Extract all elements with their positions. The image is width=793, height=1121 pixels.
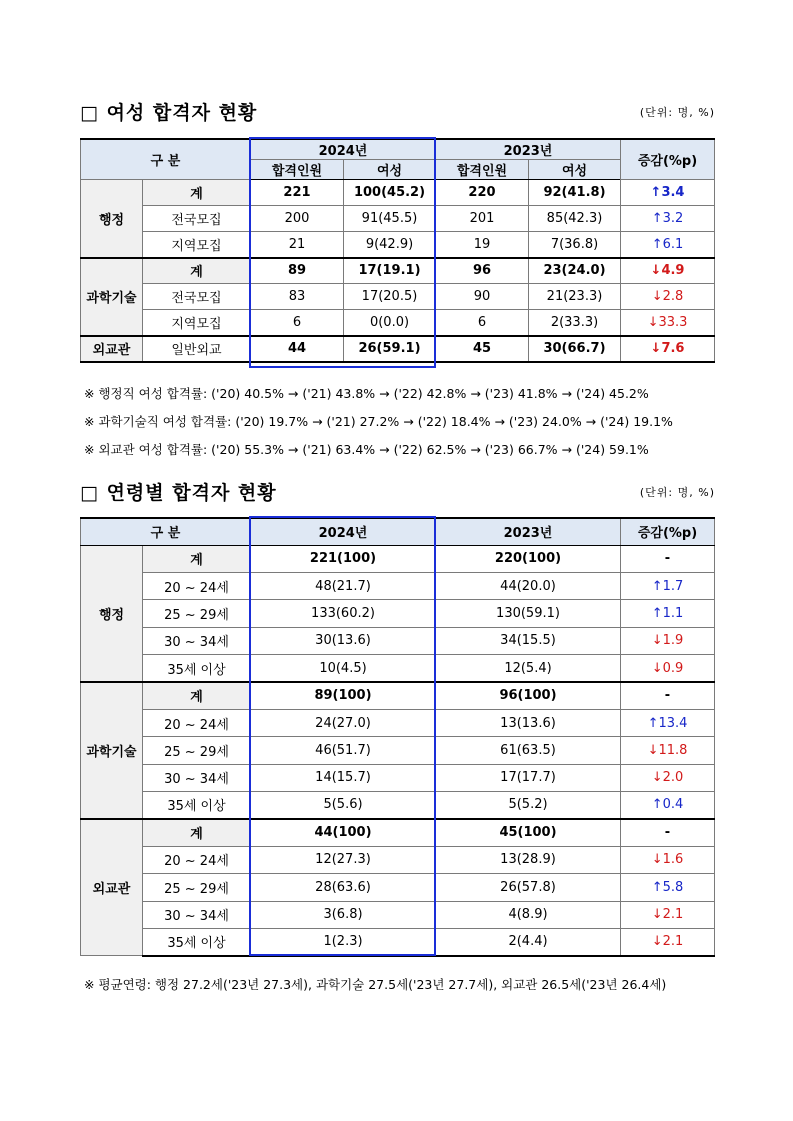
- change-cell: [621, 232, 715, 258]
- table-row: [81, 846, 715, 873]
- arrow-up-icon: ↑: [647, 715, 659, 731]
- row-label: 전국모집: [143, 206, 251, 232]
- value-cell: 44: [251, 336, 344, 362]
- value-cell: 45: [436, 336, 529, 362]
- arrow-down-icon: ↓: [647, 314, 659, 330]
- value-cell: 92(41.8): [529, 180, 621, 206]
- group-label: 행정: [81, 545, 143, 682]
- table-row: [81, 284, 715, 310]
- group-label: 외교관: [81, 336, 143, 362]
- value-cell: 46(51.7): [251, 737, 436, 764]
- table-row: [81, 206, 715, 232]
- change-cell: [621, 572, 715, 599]
- row-label: 25 ~ 29세: [143, 737, 251, 764]
- row-label: 35세 이상: [143, 655, 251, 682]
- change-value: 3.2: [662, 211, 684, 226]
- header-2024: 2024년: [251, 518, 436, 545]
- header-change: 증감(%p): [621, 139, 715, 180]
- change-value: -: [664, 825, 671, 841]
- table-row: [81, 572, 715, 599]
- change-cell: [621, 545, 715, 572]
- change-value: 5.8: [662, 879, 684, 895]
- table-row: [81, 655, 715, 682]
- table-row: [81, 600, 715, 627]
- value-cell: 9(42.9): [344, 232, 436, 258]
- change-value: 0.9: [662, 660, 684, 676]
- value-cell: 30(66.7): [529, 336, 621, 362]
- table-row: [81, 627, 715, 654]
- value-cell: 24(27.0): [251, 709, 436, 736]
- row-label: 계: [143, 819, 251, 846]
- value-cell: 221(100): [251, 545, 436, 572]
- value-cell: 17(17.7): [436, 764, 621, 791]
- section2-header: [80, 478, 715, 506]
- change-cell: [621, 737, 715, 764]
- table-row: [81, 764, 715, 791]
- value-cell: 2(33.3): [529, 310, 621, 336]
- row-label: 20 ~ 24세: [143, 709, 251, 736]
- value-cell: 61(63.5): [436, 737, 621, 764]
- arrow-up-icon: ↑: [651, 797, 663, 813]
- change-value: 2.1: [662, 907, 684, 923]
- table-row: [81, 310, 715, 336]
- change-cell: [621, 682, 715, 709]
- value-cell: 30(13.6): [251, 627, 436, 654]
- value-cell: 13(13.6): [436, 709, 621, 736]
- value-cell: 17(19.1): [344, 258, 436, 284]
- value-cell: 45(100): [436, 819, 621, 846]
- value-cell: 89(100): [251, 682, 436, 709]
- header-2024: 2024년: [251, 139, 436, 160]
- change-cell: [621, 846, 715, 873]
- arrow-down-icon: ↓: [651, 852, 663, 868]
- arrow-down-icon: ↓: [650, 341, 662, 356]
- value-cell: 48(21.7): [251, 572, 436, 599]
- change-cell: [621, 180, 715, 206]
- row-label: 일반외교: [143, 336, 251, 362]
- note-science: ※ 과학기술직 여성 합격률: ('20) 19.7% → ('21) 27.2% → ('22) 18.4% → ('23) 24.0% → ('24) 19.1%: [84, 414, 673, 429]
- value-cell: 89: [251, 258, 344, 284]
- row-label: 계: [143, 682, 251, 709]
- header-passed-2023: 합격인원: [436, 160, 529, 180]
- change-value: 3.4: [661, 185, 685, 200]
- change-cell: [621, 206, 715, 232]
- row-label: 30 ~ 34세: [143, 901, 251, 928]
- row-label: 20 ~ 24세: [143, 846, 251, 873]
- arrow-down-icon: ↓: [651, 770, 663, 786]
- value-cell: 91(45.5): [344, 206, 436, 232]
- header-female-2024: 여성: [344, 160, 436, 180]
- change-value: 4.9: [661, 263, 685, 279]
- value-cell: 21: [251, 232, 344, 258]
- value-cell: 5(5.6): [251, 792, 436, 819]
- change-value: 1.9: [662, 633, 684, 649]
- average-age-note: ※ 평균연령: 행정 27.2세('23년 27.3세), 과학기술 27.5세('23년 27.7세), 외교관 26.5세('23년 26.4세): [84, 977, 667, 992]
- table-row: [81, 180, 715, 206]
- change-value: 1.7: [662, 578, 684, 594]
- section1-header: [80, 98, 715, 126]
- value-cell: 100(45.2): [344, 180, 436, 206]
- change-cell: [621, 928, 715, 955]
- header-2023: 2023년: [436, 139, 621, 160]
- arrow-down-icon: ↓: [651, 633, 663, 649]
- value-cell: 6: [436, 310, 529, 336]
- table-row: [81, 874, 715, 901]
- table-row: [81, 709, 715, 736]
- table-row: [81, 901, 715, 928]
- change-value: -: [664, 551, 671, 567]
- arrow-down-icon: ↓: [651, 934, 663, 950]
- row-label: 30 ~ 34세: [143, 627, 251, 654]
- arrow-down-icon: ↓: [651, 289, 663, 304]
- row-label: 30 ~ 34세: [143, 764, 251, 791]
- row-label: 35세 이상: [143, 928, 251, 955]
- arrow-up-icon: ↑: [651, 211, 663, 226]
- change-value: 7.6: [661, 341, 685, 356]
- change-cell: [621, 764, 715, 791]
- arrow-up-icon: ↑: [651, 236, 663, 252]
- arrow-up-icon: ↑: [650, 185, 662, 200]
- female-passers-table: [80, 138, 715, 363]
- change-cell: [621, 310, 715, 336]
- value-cell: 133(60.2): [251, 600, 436, 627]
- arrow-up-icon: ↑: [651, 578, 663, 594]
- table-row: [81, 258, 715, 284]
- change-value: 11.8: [658, 742, 688, 758]
- arrow-down-icon: ↓: [651, 660, 663, 676]
- table-row: [81, 819, 715, 846]
- note-admin: ※ 행정직 여성 합격률: ('20) 40.5% → ('21) 43.8% → ('22) 42.8% → ('23) 41.8% → ('24) 45.2%: [84, 386, 649, 401]
- change-cell: [621, 874, 715, 901]
- header-change: 증감(%p): [621, 518, 715, 545]
- value-cell: 34(15.5): [436, 627, 621, 654]
- change-cell: [621, 336, 715, 362]
- change-value: 6.1: [662, 236, 684, 252]
- header-passed-2024: 합격인원: [251, 160, 344, 180]
- arrow-down-icon: ↓: [650, 263, 662, 279]
- group-label: 외교관: [81, 819, 143, 956]
- value-cell: 7(36.8): [529, 232, 621, 258]
- change-cell: [621, 901, 715, 928]
- value-cell: 0(0.0): [344, 310, 436, 336]
- row-label: 25 ~ 29세: [143, 874, 251, 901]
- section2-unit: (단위: 명, %): [639, 486, 715, 499]
- value-cell: 96(100): [436, 682, 621, 709]
- change-value: 2.8: [662, 289, 684, 304]
- group-label: 행정: [81, 180, 143, 258]
- row-label: 전국모집: [143, 284, 251, 310]
- section1-title: □ 여성 합격자 현황: [80, 102, 258, 124]
- row-label: 계: [143, 180, 251, 206]
- value-cell: 201: [436, 206, 529, 232]
- value-cell: 13(28.9): [436, 846, 621, 873]
- change-cell: [621, 792, 715, 819]
- row-label: 지역모집: [143, 310, 251, 336]
- section2-title: □ 연령별 합격자 현황: [80, 482, 277, 504]
- value-cell: 17(20.5): [344, 284, 436, 310]
- value-cell: 200: [251, 206, 344, 232]
- value-cell: 26(59.1): [344, 336, 436, 362]
- table-row: [81, 737, 715, 764]
- row-label: 계: [143, 545, 251, 572]
- change-cell: [621, 709, 715, 736]
- change-cell: [621, 258, 715, 284]
- value-cell: 44(20.0): [436, 572, 621, 599]
- change-value: 33.3: [658, 314, 688, 330]
- row-label: 35세 이상: [143, 792, 251, 819]
- value-cell: 96: [436, 258, 529, 284]
- arrow-up-icon: ↑: [651, 605, 663, 621]
- arrow-down-icon: ↓: [651, 907, 663, 923]
- change-value: 1.6: [662, 852, 684, 868]
- value-cell: 220: [436, 180, 529, 206]
- table-row: [81, 336, 715, 362]
- value-cell: 3(6.8): [251, 901, 436, 928]
- value-cell: 2(4.4): [436, 928, 621, 955]
- value-cell: 221: [251, 180, 344, 206]
- table-row: [81, 928, 715, 955]
- change-value: 0.4: [662, 797, 684, 813]
- value-cell: 85(42.3): [529, 206, 621, 232]
- change-cell: [621, 600, 715, 627]
- change-cell: [621, 627, 715, 654]
- change-cell: [621, 819, 715, 846]
- value-cell: 90: [436, 284, 529, 310]
- value-cell: 12(27.3): [251, 846, 436, 873]
- change-value: 2.0: [662, 770, 684, 786]
- group-label: 과학기술: [81, 258, 143, 336]
- value-cell: 1(2.3): [251, 928, 436, 955]
- value-cell: 19: [436, 232, 529, 258]
- value-cell: 28(63.6): [251, 874, 436, 901]
- value-cell: 4(8.9): [436, 901, 621, 928]
- value-cell: 6: [251, 310, 344, 336]
- table-row: [81, 232, 715, 258]
- arrow-down-icon: ↓: [647, 742, 659, 758]
- row-label: 20 ~ 24세: [143, 572, 251, 599]
- value-cell: 83: [251, 284, 344, 310]
- value-cell: 26(57.8): [436, 874, 621, 901]
- note-diplomat: ※ 외교관 여성 합격률: ('20) 55.3% → ('21) 63.4% → ('22) 62.5% → ('23) 66.7% → ('24) 59.1%: [84, 442, 649, 457]
- value-cell: 12(5.4): [436, 655, 621, 682]
- value-cell: 23(24.0): [529, 258, 621, 284]
- header-2023: 2023년: [436, 518, 621, 545]
- value-cell: 130(59.1): [436, 600, 621, 627]
- section1-unit: (단위: 명, %): [639, 106, 715, 119]
- table-row: [81, 682, 715, 709]
- value-cell: 5(5.2): [436, 792, 621, 819]
- change-value: 13.4: [658, 715, 688, 731]
- change-value: 1.1: [662, 605, 684, 621]
- value-cell: 10(4.5): [251, 655, 436, 682]
- row-label: 25 ~ 29세: [143, 600, 251, 627]
- change-cell: [621, 284, 715, 310]
- table-row: [81, 545, 715, 572]
- change-cell: [621, 655, 715, 682]
- arrow-up-icon: ↑: [651, 879, 663, 895]
- row-label: 계: [143, 258, 251, 284]
- value-cell: 44(100): [251, 819, 436, 846]
- change-value: 2.1: [662, 934, 684, 950]
- header-category: 구 분: [81, 139, 251, 180]
- group-label: 과학기술: [81, 682, 143, 819]
- value-cell: 14(15.7): [251, 764, 436, 791]
- value-cell: 21(23.3): [529, 284, 621, 310]
- value-cell: 220(100): [436, 545, 621, 572]
- age-passers-table: [80, 517, 715, 957]
- table-row: [81, 792, 715, 819]
- female-rate-notes: [84, 380, 673, 464]
- header-category: 구 분: [81, 518, 251, 545]
- change-value: -: [664, 688, 671, 704]
- header-female-2023: 여성: [529, 160, 621, 180]
- row-label: 지역모집: [143, 232, 251, 258]
